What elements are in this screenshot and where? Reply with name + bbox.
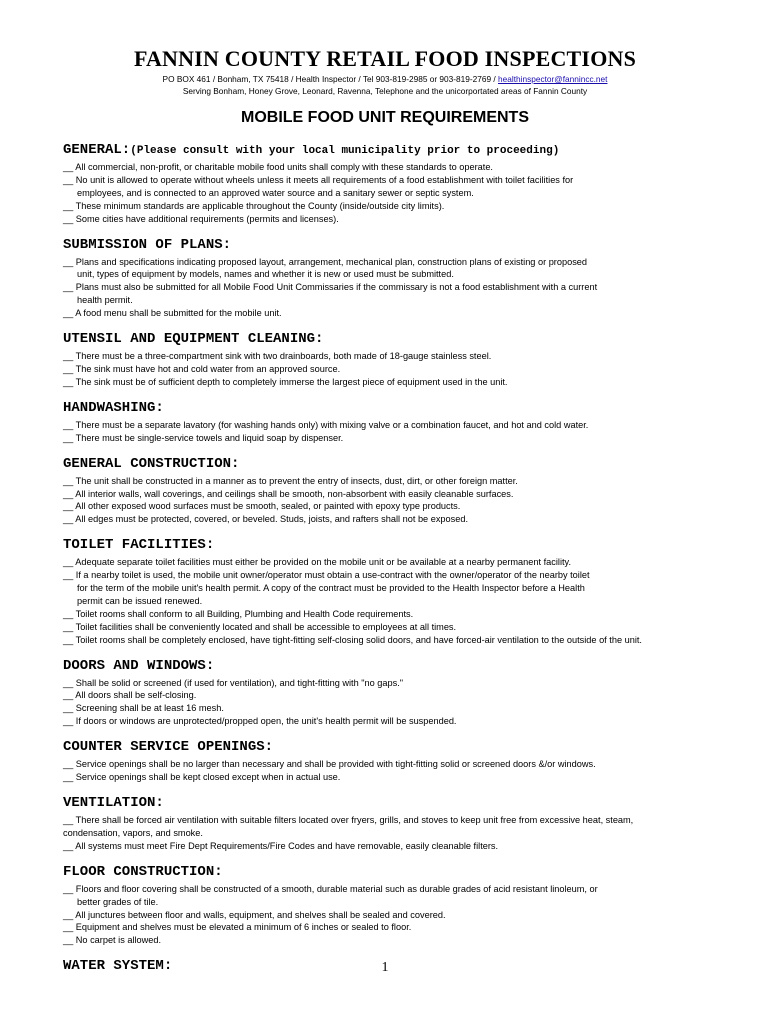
requirement-line: employees, and is connected to an approved water source and a sanitary sewer or septic system.: [77, 187, 474, 198]
requirement-line: for the term of the mobile unit's health permit. A copy of the contract must be provided to the Health Inspector before a Health: [77, 583, 585, 594]
main-title: MOBILE FOOD UNIT REQUIREMENTS: [241, 109, 529, 126]
requirement-line: health permit.: [77, 295, 133, 306]
requirement-line: __ The unit shall be constructed in a manner as to prevent the entry of insects, dust, dirt, or other foreign matter.: [63, 475, 518, 486]
section-heading-text: FLOOR CONSTRUCTION:: [63, 863, 223, 880]
requirement-line: __ Service openings shall be no larger than necessary and shall be provided with tight-fitting solid or screened doors &/or windows.: [63, 759, 596, 770]
requirements-content: [63, 142, 743, 986]
requirement-line: __ The sink must have hot and cold water from an approved source.: [63, 363, 341, 374]
section: [63, 795, 743, 853]
section-heading: [63, 331, 743, 348]
section-heading-text: VENTILATION:: [63, 795, 164, 811]
section-heading-text: HANDWASHING:: [63, 399, 164, 416]
requirement-line: permit can be issued renewed.: [77, 595, 203, 606]
requirement-line: __ There shall be forced air ventilation with suitable filters located over fryers, grills, and stoves to keep unit free from excessive heat, steam,: [63, 815, 634, 825]
page-number: 1: [381, 960, 389, 975]
contact-text: PO BOX 461 / Bonham, TX 75418 / Health Inspector / Tel 903-819-2985 or 903-819-2769 /: [162, 74, 499, 84]
requirement-line: __ All systems must meet Fire Dept Requirements/Fire Codes and have removable, easily cleanable filters.: [63, 840, 499, 851]
requirement-line: __ Plans must also be submitted for all Mobile Food Unit Commissaries if the commissary is not a food establishment with a current: [63, 282, 598, 293]
requirement-line: __ Some cities have additional requirements (permits and licenses).: [63, 213, 339, 224]
section-heading: [63, 795, 743, 812]
requirement-line: __ All interior walls, wall coverings, and ceilings shall be smooth, non-absorbent with easily cleanable surfaces.: [63, 488, 514, 499]
requirement-line: __ Equipment and shelves must be elevated a minimum of 6 inches or sealed to floor.: [63, 922, 412, 933]
section-heading-text: SUBMISSION OF PLANS:: [63, 236, 232, 253]
section: [63, 456, 743, 527]
requirement-line: __ All junctures between floor and walls, equipment, and shelves shall be sealed and covered.: [63, 909, 446, 920]
contact-line: [0, 74, 770, 84]
section-heading: [63, 237, 743, 254]
requirement-line: __ The sink must be of sufficient depth to completely immerse the largest piece of equipment used in the unit.: [63, 376, 508, 387]
section-heading-text: GENERAL:: [63, 142, 131, 158]
requirement-line: condensation, vapors, and smoke.: [63, 827, 203, 838]
section: [63, 658, 743, 729]
requirement-line: __ All commercial, non-profit, or charitable mobile food units shall comply with these standards to operate.: [63, 162, 493, 172]
requirement-line: __ If doors or windows are unprotected/propped open, the unit's health permit will be suspended.: [63, 716, 457, 727]
requirement-line: __ These minimum standards are applicable throughout the County (inside/outside city limits).: [63, 200, 445, 211]
section: [63, 739, 743, 784]
section-heading-text: TOILET FACILITIES:: [63, 537, 215, 554]
requirement-line: better grades of tile.: [77, 896, 159, 907]
requirement-line: __ There must be a separate lavatory (for washing hands only) with mixing valve or a combination faucet, and hot and cold water.: [63, 419, 589, 430]
section-heading: [63, 400, 743, 417]
section-heading: [63, 142, 743, 159]
requirement-line: __ Screening shall be at least 16 mesh.: [63, 703, 224, 714]
section: [63, 537, 743, 646]
section-heading-text: COUNTER SERVICE OPENINGS:: [63, 739, 274, 756]
section-heading: [63, 456, 743, 473]
serving-line: Serving Bonham, Honey Grove, Leonard, Ravenna, Telephone and the unicorportated areas of Fannin County: [182, 86, 588, 96]
requirement-line: __ A food menu shall be submitted for the mobile unit.: [63, 308, 282, 319]
requirement-line: __ Floors and floor covering shall be constructed of a smooth, durable material such as durable grades of acid resistant linoleum, or: [63, 883, 598, 894]
section-heading-text: UTENSIL AND EQUIPMENT CLEANING:: [63, 331, 324, 348]
page-title: FANNIN COUNTY RETAIL FOOD INSPECTIONS: [133, 46, 637, 71]
section-heading: [63, 739, 743, 756]
section: [63, 142, 743, 226]
requirement-line: __ There must be a three-compartment sink with two drainboards, both made of 18-gauge stainless steel.: [63, 351, 492, 362]
section-heading: [63, 864, 743, 881]
section-heading-text: DOORS AND WINDOWS:: [63, 657, 215, 674]
requirement-line: __ There must be single-service towels and liquid soap by dispenser.: [63, 432, 344, 443]
requirement-line: __ Toilet facilities shall be conveniently located and shall be accessible to employees at all times.: [63, 621, 457, 632]
requirement-line: __ All edges must be protected, covered, or beveled. Studs, joists, and rafters shall not be exposed.: [63, 514, 468, 525]
section-heading-text: GENERAL CONSTRUCTION:: [63, 455, 240, 472]
requirement-line: __ No unit is allowed to operate without wheels unless it meets all requirements of a food establishment with toilet facilities for: [63, 174, 574, 185]
requirement-line: __ Toilet rooms shall conform to all Building, Plumbing and Health Code requirements.: [63, 608, 414, 619]
section: [63, 237, 743, 321]
requirement-line: __ All doors shall be self-closing.: [63, 690, 197, 701]
requirement-line: __ Adequate separate toilet facilities must either be provided on the mobile unit or be available at a nearby permanent facility.: [63, 557, 571, 568]
section-heading: [63, 537, 743, 554]
requirement-line: __ All other exposed wood surfaces must be smooth, sealed, or painted with epoxy type products.: [63, 501, 461, 512]
requirement-line: __ No carpet is allowed.: [63, 935, 162, 946]
section: [63, 864, 743, 948]
email-link[interactable]: healthinspector@fannincc.net: [498, 74, 608, 84]
section-heading: [63, 658, 743, 675]
section-heading-text: WATER SYSTEM:: [63, 958, 173, 975]
requirement-line: __ Plans and specifications indicating proposed layout, arrangement, mechanical plan, construction plans of existing or proposed: [63, 256, 588, 267]
section: [63, 331, 743, 389]
requirement-line: __ Shall be solid or screened (if used for ventilation), and tight-fitting with "no gaps.": [63, 677, 404, 688]
requirement-line: unit, types of equipment by models, names and whether it is new or used must be submitted.: [77, 269, 454, 280]
section-note: (Please consult with your local municipality prior to proceeding): [130, 145, 560, 157]
section: [63, 400, 743, 445]
requirement-line: __ Toilet rooms shall be completely enclosed, have tight-fitting self-closing solid doors, and have forced-air ventilation to the outside of the unit.: [63, 634, 642, 645]
requirement-line: __ If a nearby toilet is used, the mobile unit owner/operator must obtain a use-contract with the owner/operator of the nearby toilet: [63, 570, 590, 581]
requirement-line: __ Service openings shall be kept closed except when in actual use.: [63, 772, 341, 783]
